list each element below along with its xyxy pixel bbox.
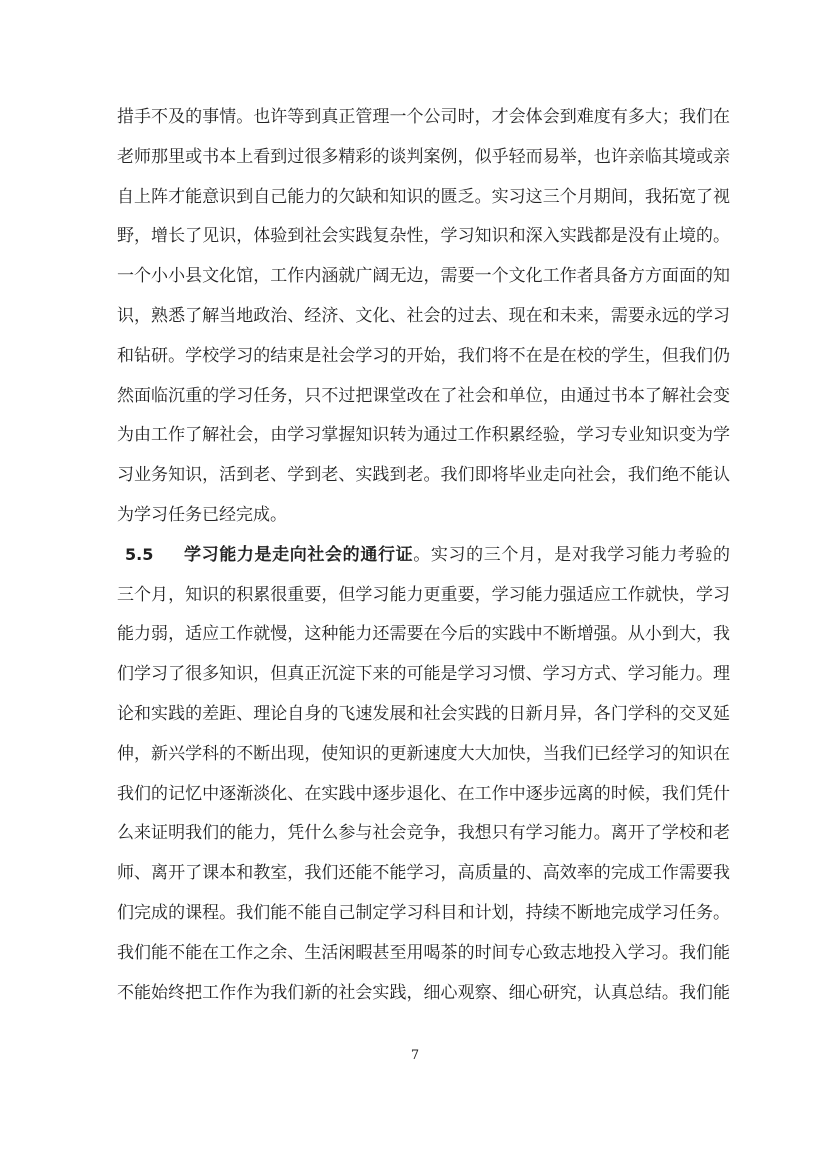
text-line: 一个小小县文化馆，工作内涵就广阔无边，需要一个文化工作者具备方方面面的知 xyxy=(117,266,730,287)
document-body xyxy=(117,103,730,1018)
text-line: 和钻研。学校学习的结束是社会学习的开始，我们将不在是在校的学生，但我们仍 xyxy=(117,345,730,366)
text-line: 为学习任务已经完成。 xyxy=(117,504,287,525)
text-line: 我们的记忆中逐渐淡化、在实践中逐步退化、在工作中逐步远离的时候，我们凭什 xyxy=(117,783,730,804)
text-line: 们学习了很多知识，但真正沉淀下来的可能是学习习惯、学习方式、学习能力。理 xyxy=(117,664,730,685)
paragraph-2 xyxy=(117,541,730,1019)
section-number: 5.5 xyxy=(125,544,154,564)
text-line: 们完成的课程。我们能不能自己制定学习科目和计划，持续不断地完成学习任务。 xyxy=(117,902,730,923)
page-number: 7 xyxy=(410,1048,420,1063)
text-line: 识，熟悉了解当地政治、经济、文化、社会的过去、现在和未来，需要永远的学习 xyxy=(117,305,730,326)
text-span: 。实习的三个月，是对我学习能力考验的 xyxy=(413,544,731,565)
text-line: 习业务知识，活到老、学到老、实践到老。我们即将毕业走向社会，我们绝不能认 xyxy=(117,465,730,486)
text-line: 师、离开了课本和教室，我们还能不能学习，高质量的、高效率的完成工作需要我 xyxy=(117,863,730,884)
text-line: 三个月，知识的积累很重要，但学习能力更重要，学习能力强适应工作就快，学习 xyxy=(117,584,730,605)
section-first-line xyxy=(117,541,730,581)
text-line: 自上阵才能意识到自己能力的欠缺和知识的匮乏。实习这三个月期间，我拓宽了视 xyxy=(117,186,730,207)
text-line: 老师那里或书本上看到过很多精彩的谈判案例，似乎轻而易举，也许亲临其境或亲 xyxy=(117,146,730,167)
text-line: 为由工作了解社会，由学习掌握知识转为通过工作积累经验，学习专业知识变为学 xyxy=(117,425,730,446)
text-line: 我们能不能在工作之余、生活闲暇甚至用喝茶的时间专心致志地投入学习。我们能 xyxy=(117,942,730,963)
text-line: 措手不及的事情。也许等到真正管理一个公司时，才会体会到难度有多大；我们在 xyxy=(117,107,730,127)
section-heading: 学习能力是走向社会的通行证 xyxy=(183,544,414,565)
text-line: 么来证明我们的能力，凭什么参与社会竞争，我想只有学习能力。离开了学校和老 xyxy=(117,823,730,844)
paragraph-1 xyxy=(117,103,730,541)
text-line: 然面临沉重的学习任务，只不过把课堂改在了社会和单位，由通过书本了解社会变 xyxy=(117,385,730,406)
text-line: 能力弱，适应工作就慢，这种能力还需要在今后的实践中不断增强。从小到大，我 xyxy=(117,624,730,645)
text-line: 伸，新兴学科的不断出现，使知识的更新速度大大加快，当我们已经学习的知识在 xyxy=(117,743,730,764)
text-line: 不能始终把工作作为我们新的社会实践，细心观察、细心研究，认真总结。我们能 xyxy=(117,982,730,1003)
text-line: 野，增长了见识，体验到社会实践复杂性，学习知识和深入实践都是没有止境的。 xyxy=(117,226,730,247)
text-line: 论和实践的差距、理论自身的飞速发展和社会实践的日新月异，各门学科的交叉延 xyxy=(117,703,730,724)
